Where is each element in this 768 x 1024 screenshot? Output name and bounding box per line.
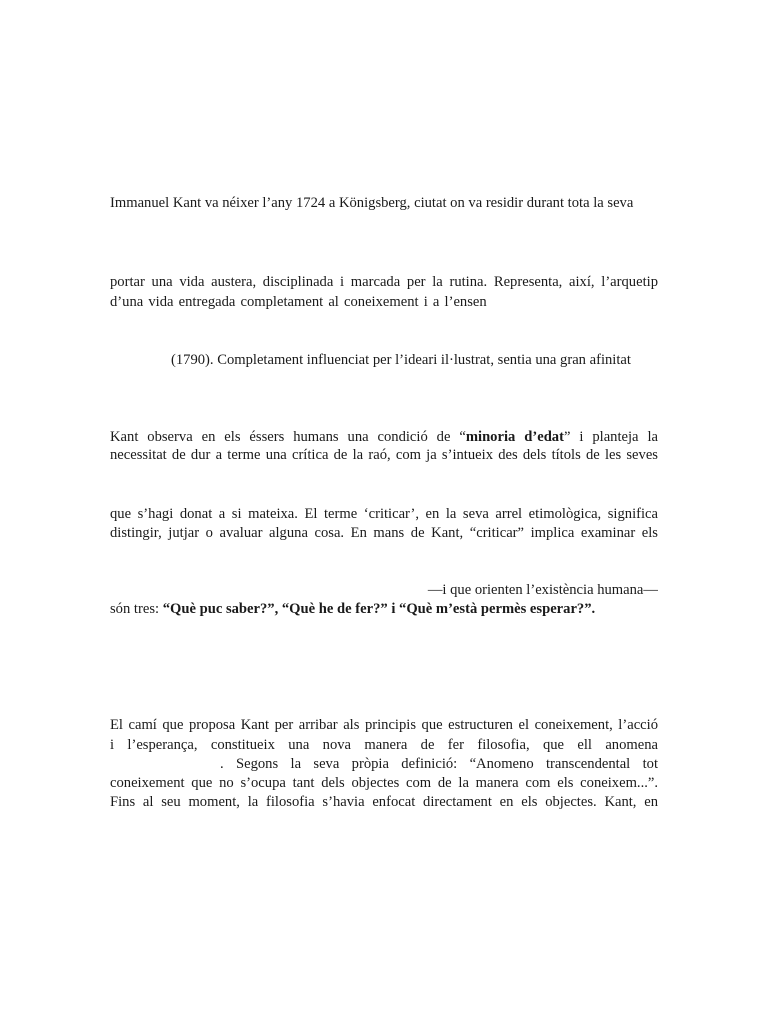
paragraph-6-text-a: són tres:: [110, 601, 163, 617]
paragraph-7-line-2: i l’esperança, constitueix una nova manera de fer filosofia, que ell anomena: [110, 737, 658, 753]
paragraph-1-line-1: Immanuel Kant va néixer l’any 1724 a Königsberg, ciutat on va residir durant tota la seva: [110, 195, 634, 211]
paragraph-2-line-2: d’una vida entregada completament al coneixement i a l’ensen: [110, 294, 487, 310]
paragraph-6-line-2: [110, 600, 658, 619]
minoria-dedat-term: minoria d’edat: [465, 429, 564, 445]
paragraph-5-line-2: distingir, jutjar o avaluar alguna cosa. En mans de Kant, “criticar” implica examinar els: [110, 525, 658, 541]
paragraph-3-line-1: (1790). Completament influenciat per l’ideari il·lustrat, sentia una gran afinitat: [171, 352, 631, 368]
paragraph-7-line-1: El camí que proposa Kant per arribar als principis que estructuren el coneixement, l’acció: [110, 717, 658, 733]
paragraph-6-line-1: —i que orienten l’existència humana—: [427, 582, 658, 598]
paragraph-4-text-a: Kant observa en els éssers humans una condició de “: [110, 429, 466, 445]
three-questions: “Què puc saber?”, “Què he de fer?” i “Què m’està permès esperar?”.: [162, 601, 596, 617]
paragraph-4-line-1: [110, 428, 658, 447]
paragraph-4-line-2: necessitat de dur a terme una crítica de la raó, com ja s’intueix des dels títols de les seves: [110, 447, 658, 463]
paragraph-4-text-b: ” i planteja la: [563, 429, 658, 445]
paragraph-5-line-1: que s’hagi donat a si mateixa. El terme ‘criticar’, en la seva arrel etimològica, significa: [110, 506, 658, 522]
paragraph-2-line-1: portar una vida austera, disciplinada i marcada per la rutina. Representa, així, l’arquetip: [110, 274, 658, 290]
paragraph-7-line-4: coneixement que no s’ocupa tant dels objectes com de la manera com els coneixem...”.: [110, 775, 658, 791]
paragraph-7-line-3: . Segons la seva pròpia definició: “Anomeno transcendental tot: [220, 756, 658, 772]
paragraph-7-line-5: Fins al seu moment, la filosofia s’havia enfocat directament en els objectes. Kant, en: [110, 794, 658, 810]
